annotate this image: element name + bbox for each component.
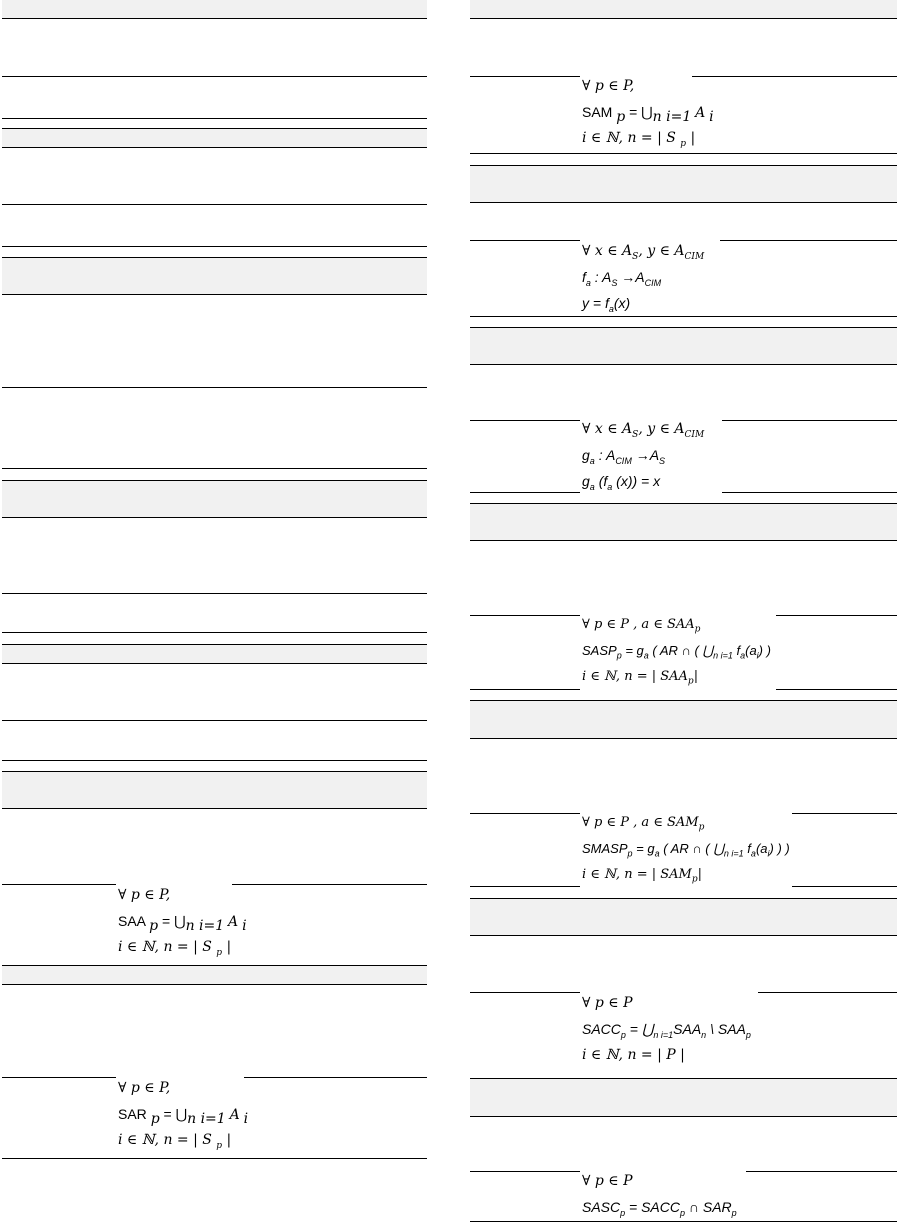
subscript: S — [659, 455, 666, 466]
rule — [470, 327, 897, 328]
formula-text: ( AR ∩ ( ⋃ — [659, 841, 724, 856]
formula-sam — [580, 73, 714, 151]
subscript: S — [632, 251, 639, 262]
rule — [2, 517, 427, 518]
formula-line: ∀ p ∈ P — [582, 1173, 633, 1189]
set-name: SMASP — [582, 841, 628, 856]
subscript: p — [216, 947, 223, 958]
formula-text: i ∈ ℕ, n = | SAA — [582, 669, 688, 684]
formula-line: i ∈ ℕ, n = | P | — [582, 1047, 685, 1063]
union-symbol: = ⋃ — [629, 104, 653, 120]
subscript: i — [709, 108, 714, 125]
subscript: CIM — [684, 251, 705, 262]
formula-saa — [116, 882, 247, 960]
formula-text: = SACC — [625, 1199, 680, 1215]
formula-sar — [116, 1075, 249, 1153]
formula-text: i ∈ ℕ, n = | S — [582, 130, 676, 146]
formula-text: (x) — [613, 295, 631, 311]
rule — [470, 1116, 897, 1117]
shaded-header-row — [2, 128, 427, 147]
subscript: a — [585, 277, 591, 288]
subscript: p — [150, 1110, 160, 1127]
rule — [2, 984, 427, 985]
set-name: SAR — [118, 1106, 147, 1122]
rule — [470, 700, 897, 701]
formula-line — [118, 908, 247, 934]
rule — [2, 720, 427, 721]
subscript: a — [589, 455, 595, 466]
shaded-header-row — [470, 503, 897, 540]
rule — [2, 118, 427, 119]
rule — [2, 246, 427, 247]
formula-line: ∀ p ∈ P — [582, 995, 633, 1011]
formula-text: | — [690, 130, 696, 146]
subscript: p — [687, 676, 694, 687]
shaded-header-row — [470, 0, 897, 18]
union-index: n i=1 — [653, 1029, 674, 1040]
formula-text: y = f — [582, 295, 609, 311]
union-symbol: = ⋃ — [163, 1106, 188, 1122]
set-name: SAM — [582, 104, 613, 120]
set-symbol: A — [695, 105, 706, 121]
subscript: p — [680, 138, 687, 149]
rule — [470, 364, 897, 365]
subscript: p — [620, 1029, 626, 1040]
formula-text: | — [226, 939, 232, 955]
rule — [470, 503, 897, 504]
subscript: p — [691, 874, 698, 885]
formula-line — [118, 1101, 249, 1127]
subscript: a — [589, 481, 595, 492]
subscript: i — [756, 650, 759, 661]
rule — [470, 898, 897, 899]
shaded-header-row — [2, 480, 427, 517]
formula-line — [582, 862, 792, 888]
rule — [2, 387, 427, 388]
subscript: CIM — [615, 455, 632, 466]
formula-text: , y ∈ A — [638, 421, 685, 437]
formula-text: ) ) ) — [769, 841, 790, 856]
rule — [2, 294, 427, 295]
formula-text: ∀ x ∈ A — [582, 421, 633, 437]
union-index: n i=1 — [723, 848, 744, 859]
shaded-header-row — [2, 257, 427, 294]
formula-line — [582, 1016, 758, 1042]
formula-sasp — [580, 612, 776, 690]
formula-text: i ∈ ℕ, n = | S — [118, 939, 212, 955]
subscript: p — [616, 108, 626, 125]
set-name: SASP — [582, 643, 617, 658]
formula-text: (a — [745, 643, 757, 658]
shaded-header-row — [470, 165, 897, 202]
rule — [2, 204, 427, 205]
formula-text: (f — [594, 473, 608, 489]
subscript: CIM — [644, 277, 662, 288]
formula-text: i ∈ ℕ, n = | SAM — [582, 867, 692, 882]
subscript: i — [242, 917, 247, 934]
shaded-header-row — [2, 965, 427, 984]
formula-line — [582, 468, 722, 494]
subscript: S — [611, 277, 618, 288]
formula-text: f — [743, 841, 751, 856]
shaded-header-row — [470, 1078, 897, 1116]
formula-line: ∀ p ∈ P, — [582, 78, 635, 94]
formula-line — [118, 934, 232, 960]
formula-text: →A — [631, 447, 660, 463]
rule — [2, 593, 427, 594]
rule — [2, 257, 427, 258]
formula-text: = g — [632, 841, 655, 856]
rule — [470, 165, 897, 166]
subscript: a — [750, 848, 756, 859]
shaded-header-row — [2, 0, 427, 18]
rule — [2, 480, 427, 481]
set-name: SASC — [582, 1199, 621, 1215]
subscript: a — [607, 481, 613, 492]
formula-text: g — [582, 473, 590, 489]
rule — [2, 663, 427, 664]
formula-line — [582, 810, 792, 836]
subscript: p — [149, 917, 159, 934]
rule — [2, 808, 427, 809]
rule — [470, 18, 897, 19]
set-symbol: SAA — [673, 1021, 702, 1037]
subscript: p — [698, 822, 705, 833]
subscript: S — [632, 429, 639, 440]
rule — [470, 738, 897, 739]
formula-sacc — [580, 990, 758, 1068]
formula-text: f — [582, 269, 586, 285]
rule — [2, 760, 427, 761]
formula-line — [582, 836, 792, 862]
shaded-header-row — [470, 898, 897, 935]
formula-text: \ SAA — [706, 1021, 746, 1037]
formula-text: = g — [621, 643, 644, 658]
subscript: p — [616, 650, 622, 661]
subscript: i — [243, 1110, 249, 1127]
formula-text: ∀ x ∈ A — [582, 243, 633, 259]
rule — [470, 316, 897, 317]
formula-smasp — [580, 810, 792, 888]
set-name: SACC — [582, 1021, 621, 1037]
formula-text: ) ) — [758, 643, 771, 658]
subscript: p — [680, 1207, 686, 1218]
set-symbol: A — [229, 1107, 240, 1123]
subscript: p — [731, 1207, 737, 1218]
formula-text: , y ∈ A — [638, 243, 685, 259]
subscript: p — [620, 1207, 626, 1218]
formula-line — [582, 416, 722, 442]
subscript: a — [608, 303, 614, 314]
rule — [2, 965, 427, 966]
formula-text: | — [697, 867, 702, 882]
formula-text: : A — [594, 447, 616, 463]
formula-text: g — [582, 447, 590, 463]
shaded-header-row — [470, 700, 897, 738]
subscript: p — [627, 848, 633, 859]
subscript: p — [694, 624, 701, 635]
formula-line — [582, 1194, 746, 1220]
formula-line — [582, 125, 696, 151]
union-index: n i=1 — [187, 1110, 226, 1127]
formula-line: ∀ p ∈ P, — [118, 1080, 171, 1096]
rule — [2, 771, 427, 772]
subscript: a — [654, 848, 660, 859]
formula-line — [582, 638, 776, 664]
rule — [470, 1221, 897, 1222]
rule — [2, 76, 427, 77]
set-name: SAA — [118, 913, 146, 929]
shaded-header-row — [2, 644, 427, 663]
rule — [2, 644, 427, 645]
set-symbol: A — [228, 914, 239, 930]
formula-text: ( AR ∩ ( ⋃ — [648, 643, 714, 658]
formula-line — [582, 664, 776, 690]
union-index: n i=1 — [713, 650, 733, 661]
formula-ga — [580, 416, 722, 494]
formula-line — [118, 1127, 244, 1153]
rule — [2, 18, 427, 19]
rule — [470, 1078, 897, 1079]
rule — [470, 202, 897, 203]
rule — [2, 128, 427, 129]
formula-line — [582, 442, 722, 468]
formula-text: f — [732, 643, 741, 658]
formula-text: ∀ p ∈ P , a ∈ SAM — [582, 815, 699, 830]
union-symbol: = ⋃ — [625, 1021, 654, 1037]
formula-line — [582, 238, 720, 264]
subscript: a — [643, 650, 649, 661]
rule — [470, 153, 897, 154]
union-index: n i=1 — [652, 108, 692, 125]
formula-text: ∀ p ∈ P , a ∈ SAA — [582, 617, 695, 632]
formula-line — [582, 612, 776, 638]
formula-line: ∀ p ∈ P, — [118, 887, 171, 903]
formula-fa — [580, 238, 720, 316]
formula-text: →A — [617, 269, 645, 285]
formula-sasc — [580, 1168, 746, 1220]
formula-text: (x)) = x — [612, 473, 661, 489]
subscript: p — [216, 1140, 223, 1151]
rule — [2, 147, 427, 148]
formula-text: ∩ SAR — [685, 1199, 732, 1215]
formula-text: | — [226, 1132, 232, 1148]
formula-line — [582, 290, 720, 316]
union-index: n i=1 — [185, 917, 225, 934]
shaded-header-row — [2, 771, 427, 808]
subscript: i — [767, 848, 770, 859]
rule — [470, 935, 897, 936]
rule — [2, 632, 427, 633]
formula-line — [582, 99, 714, 125]
formula-text: : A — [590, 269, 612, 285]
rule — [2, 468, 427, 469]
shaded-header-row — [470, 327, 897, 364]
subscript: a — [740, 650, 746, 661]
union-symbol: = ⋃ — [162, 913, 186, 929]
formula-line — [582, 264, 720, 290]
formula-text: | — [693, 669, 699, 684]
rule — [470, 540, 897, 541]
subscript: CIM — [684, 429, 705, 440]
subscript: n — [701, 1029, 707, 1040]
rule — [2, 1158, 427, 1159]
formula-text: (a — [755, 841, 768, 856]
subscript: p — [745, 1029, 751, 1040]
formula-text: i ∈ ℕ, n = | S — [118, 1132, 212, 1148]
